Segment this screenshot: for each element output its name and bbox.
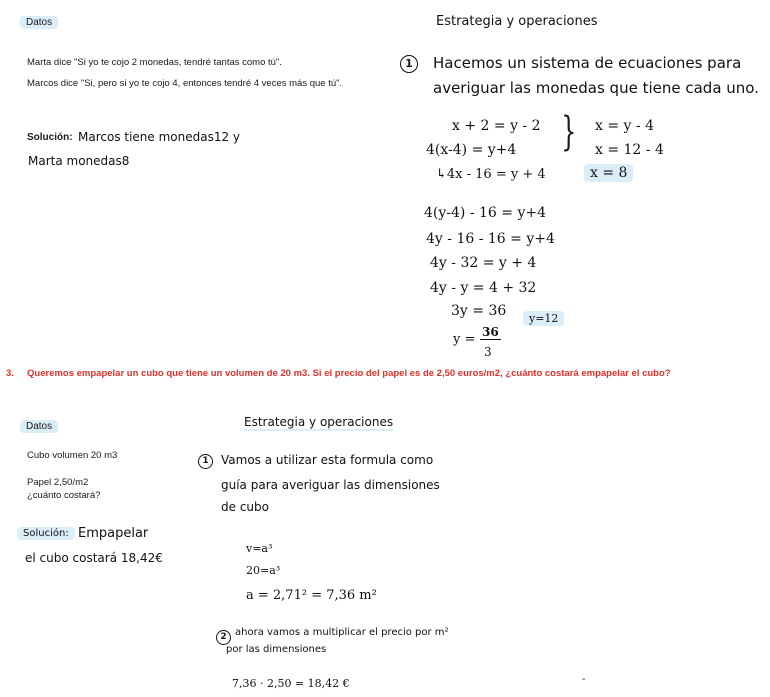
data-price: Papel 2,50/m2: [27, 477, 89, 488]
step1-text-line2: averiguar las monedas que tiene cada uno.: [433, 79, 759, 97]
system-equation-2: 4(x-4) = y+4: [426, 142, 517, 158]
strategy-title: Estrategia y operaciones: [436, 14, 598, 29]
final-calculation: 7,36 · 2,50 = 18,42 €: [232, 677, 350, 690]
solucion-label: Solución:: [27, 132, 73, 143]
step1-text-line2: guía para averiguar las dimensiones: [221, 478, 440, 492]
solucion-answer-line1: Empapelar: [78, 526, 149, 541]
stray-dash: -: [582, 674, 586, 685]
statement-marcos: Marcos dice "Si, pero si yo te cojo 4, entonces tendré 4 veces más que tú".: [27, 78, 343, 89]
step1-text-line1: Hacemos un sistema de ecuaciones para: [433, 54, 742, 72]
substitution-eq-1: x = y - 4: [595, 118, 654, 134]
work-line: 4y - y = 4 + 32: [430, 280, 537, 296]
step-number-badge: 1: [400, 55, 418, 73]
system-equation-3: ↳4x - 16 = y + 4: [436, 167, 546, 182]
x-result-highlight: x = 8: [584, 164, 633, 182]
datos-label: Datos: [20, 420, 58, 433]
step1-text-line1: Vamos a utilizar esta formula como: [221, 453, 434, 467]
solucion-answer-line1: Marcos tiene monedas12 y: [78, 130, 241, 144]
formula-substitution: 20=a³: [246, 564, 281, 577]
question-text: Queremos empapelar un cubo que tiene un volumen de 20 m3. Si el precio del papel es de 2,50 euros/m2, ¿cuánto costará empapelar el cubo?: [27, 368, 671, 379]
y-equation-prefix: y =: [453, 332, 476, 347]
work-line: 4y - 16 - 16 = y+4: [426, 231, 555, 247]
substitution-eq-2: x = 12 - 4: [595, 142, 664, 158]
y-fraction-numerator: 36: [482, 325, 499, 339]
work-line: 4(y-4) - 16 = y+4: [424, 205, 547, 221]
solucion-answer-line2: el cubo costará 18,42€: [25, 551, 163, 565]
solucion-answer-line2: Marta monedas8: [28, 154, 130, 168]
question-number: 3.: [6, 368, 14, 379]
y-fraction-denominator: 3: [484, 345, 492, 359]
system-equation-1: x + 2 = y - 2: [452, 118, 541, 134]
work-line: 3y = 36: [451, 303, 507, 319]
system-brace-icon: }: [561, 109, 577, 155]
step1-number-badge: 1: [198, 454, 213, 469]
step2-text-line1: ahora vamos a multiplicar el precio por m²: [235, 627, 449, 638]
step2-text-line2: por las dimensiones: [226, 644, 327, 655]
step2-number-badge: 2: [216, 630, 231, 645]
formula-area: a = 2,71² = 7,36 m²: [246, 588, 377, 603]
work-line: 4y - 32 = y + 4: [430, 255, 537, 271]
data-question: ¿cuánto costará?: [27, 490, 101, 501]
strategy-title: Estrategia y operaciones: [244, 415, 394, 429]
step1-text-line3: de cubo: [221, 500, 269, 514]
data-volume: Cubo volumen 20 m3: [27, 450, 118, 461]
solucion-label: Solución:: [17, 527, 75, 540]
datos-label: Datos: [20, 16, 58, 29]
y-result-highlight: y=12: [523, 311, 564, 326]
statement-marta: Marta dice "Si yo te cojo 2 monedas, tendré tantas como tú".: [27, 57, 282, 68]
formula-volume: v=a³: [246, 542, 273, 555]
